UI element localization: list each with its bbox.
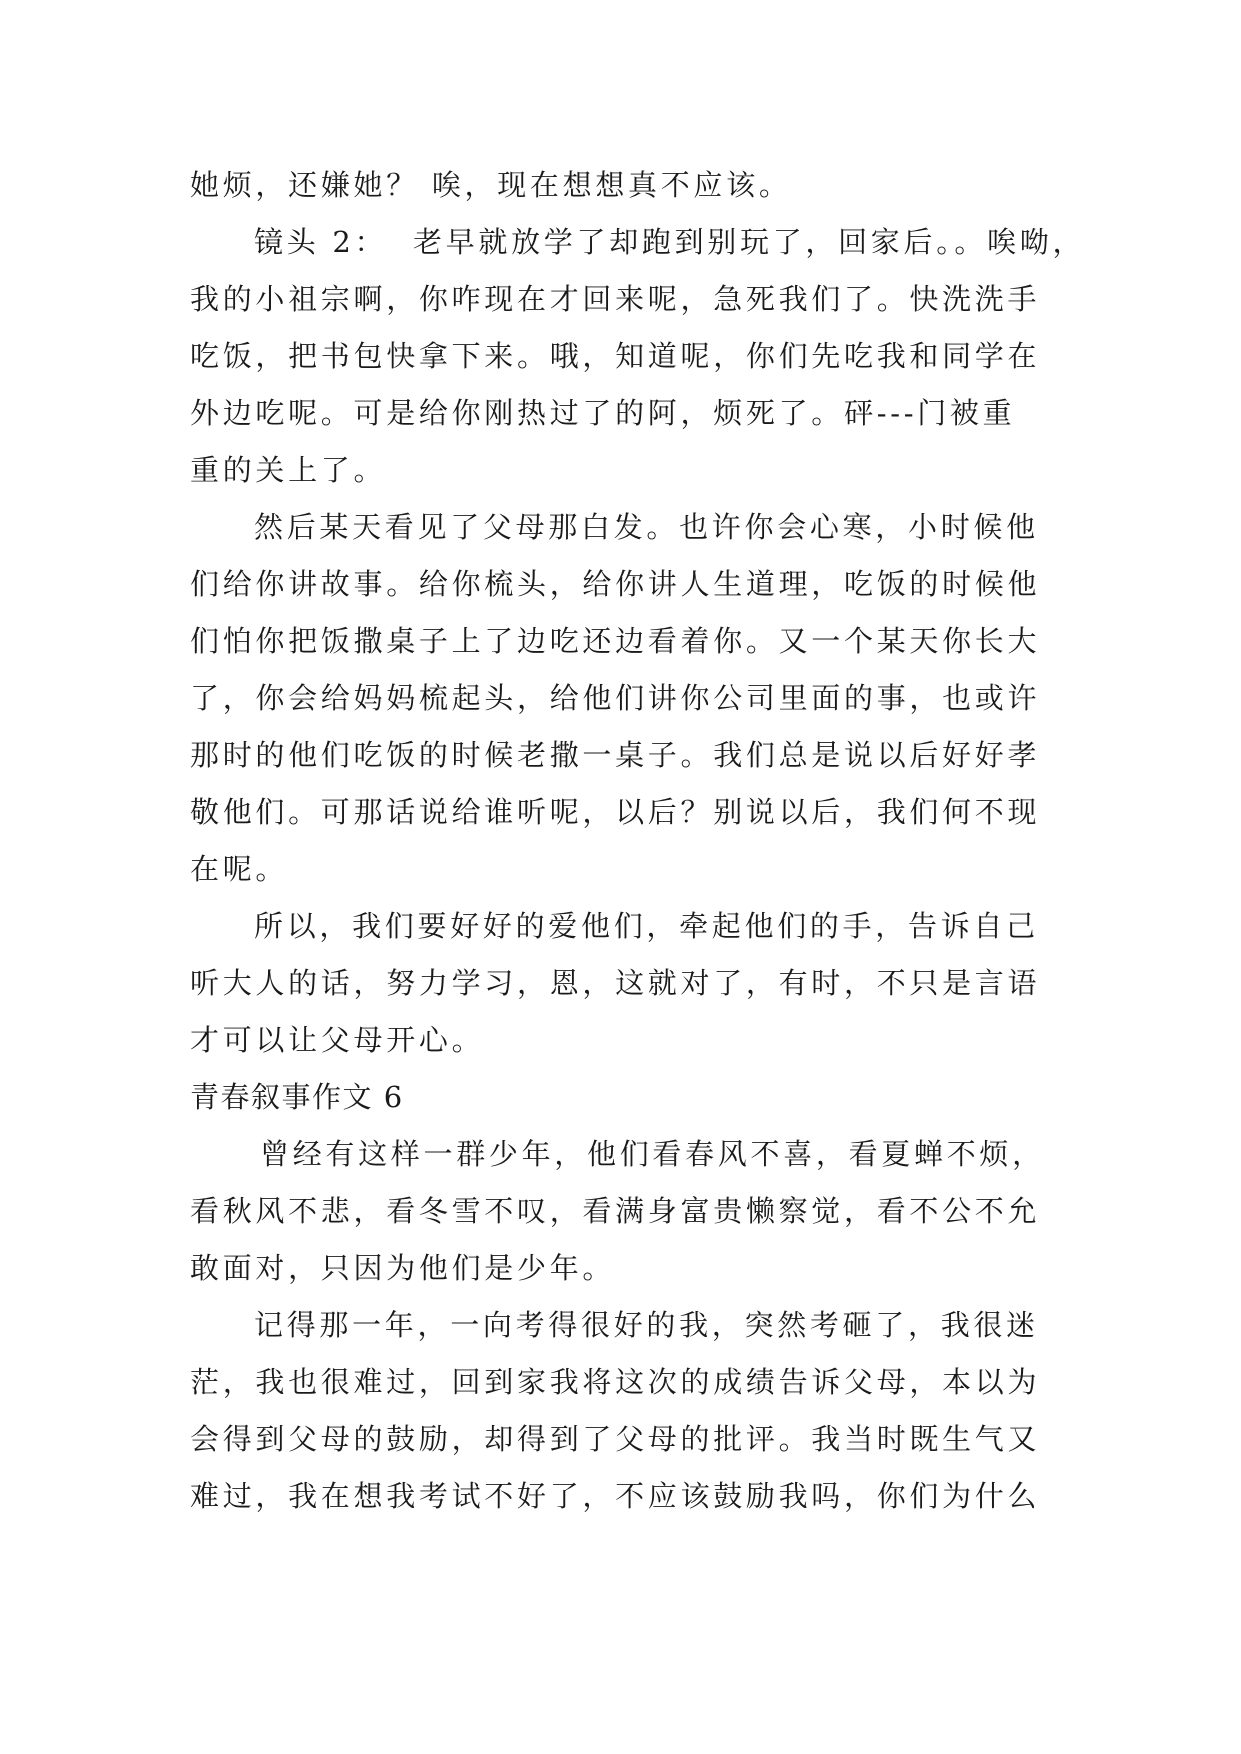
text-line: 外边吃呢。可是给你刚热过了的阿，烦死了。砰---门被重 xyxy=(190,396,1016,430)
text-line: 然后某天看见了父母那白发。也许你会心寒，小时候他 xyxy=(254,510,1039,544)
text-line: 在呢。 xyxy=(190,852,289,886)
text-line: 我的小祖宗啊，你咋现在才回来呢，急死我们了。快洗洗手 xyxy=(190,282,1041,316)
text-line: 记得那一年，一向考得很好的我，突然考砸了，我很迷 xyxy=(254,1308,1039,1342)
text-line: 茫，我也很难过，回到家我将这次的成绩告诉父母，本以为 xyxy=(190,1365,1041,1399)
text-line: 会得到父母的鼓励，却得到了父母的批评。我当时既生气又 xyxy=(190,1422,1041,1456)
text-line: 所以，我们要好好的爱他们，牵起他们的手，告诉自己 xyxy=(254,909,1039,943)
text-line: 看秋风不悲，看冬雪不叹，看满身富贵懒察觉，看不公不允 xyxy=(190,1194,1041,1228)
text-line: 那时的他们吃饭的时候老撒一桌子。我们总是说以后好好孝 xyxy=(190,738,1041,772)
text-line: 们怕你把饭撒桌子上了边吃还边看着你。又一个某天你长大 xyxy=(190,624,1041,658)
text-line: 们给你讲故事。给你梳头，给你讲人生道理，吃饭的时候他 xyxy=(190,567,1041,601)
text-line: 了，你会给妈妈梳起头，给他们讲你公司里面的事，也或许 xyxy=(190,681,1041,715)
text-line: 她烦，还嫌她？ 唉，现在想想真不应该。 xyxy=(190,168,792,202)
text-line: 敢面对，只因为他们是少年。 xyxy=(190,1251,616,1285)
text-line: 镜头 2： 老早就放学了却跑到别玩了，回家后。。唉呦， xyxy=(254,225,1086,259)
text-line: 听大人的话，努力学习，恩，这就对了，有时，不只是言语 xyxy=(190,966,1041,1000)
text-line: 曾经有这样一群少年，他们看春风不喜，看夏蝉不烦， xyxy=(260,1137,1045,1171)
section-heading: 青春叙事作文 6 xyxy=(190,1080,404,1114)
text-line: 难过，我在想我考试不好了，不应该鼓励我吗，你们为什么 xyxy=(190,1479,1041,1513)
text-line: 重的关上了。 xyxy=(190,453,387,487)
text-line: 才可以让父母开心。 xyxy=(190,1023,485,1057)
text-line: 吃饭，把书包快拿下来。哦，知道呢，你们先吃我和同学在 xyxy=(190,339,1041,373)
text-line: 敬他们。可那话说给谁听呢，以后？别说以后，我们何不现 xyxy=(190,795,1041,829)
